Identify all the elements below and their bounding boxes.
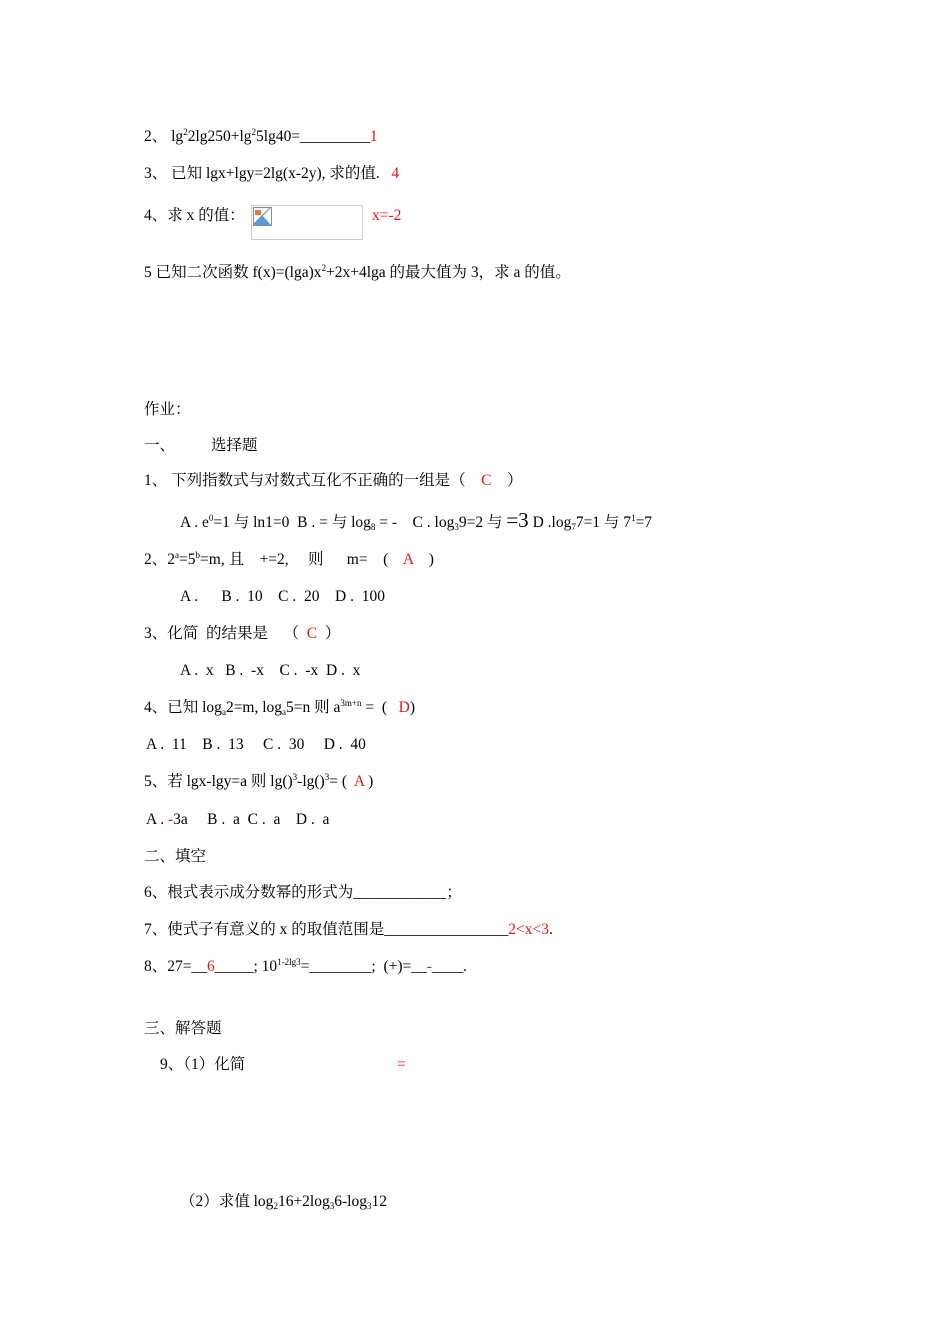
q2-text: 5lg40=_________ <box>256 128 370 145</box>
broken-image-icon <box>253 207 272 226</box>
question-5 <box>144 263 571 283</box>
homework-heading: 作业： <box>144 401 191 418</box>
section-3-title: 三、解答题 <box>144 1020 222 1037</box>
p1-text: 1、 下列指数式与对数式互化不正确的一组是（ <box>144 472 466 489</box>
formula-image <box>251 205 363 240</box>
problem-6: 6、根式表示成分数幂的形式为____________； <box>144 884 462 901</box>
problem-5: 5、若 lgx-lgy=a 则 lg()$^3$-lg()$^3$= ( A ) <box>144 772 374 790</box>
q3-answer: 4 <box>391 165 400 182</box>
problem-2: 2、$2^a=5^b=m$, 且 +=2, 则 m= ( A ) <box>144 550 434 568</box>
problem-5-options: A . -3a B . a C . a D . a <box>146 811 330 828</box>
q4-answer: x=-2 <box>372 207 402 224</box>
p1-answer: C <box>481 472 492 489</box>
q2-answer: 1 <box>369 128 378 145</box>
question-3 <box>144 164 399 184</box>
question-4 <box>144 206 245 226</box>
q2-sup: 2 <box>251 127 257 137</box>
problem-1 <box>144 471 523 491</box>
p7-answer: 2<x<3 <box>508 921 549 938</box>
q5-sup: 2 <box>321 263 326 273</box>
section-1-number: 一、 <box>144 437 176 454</box>
section-1-title: 选择题 <box>211 437 258 454</box>
problem-1-options: A . $e^0=1$ 与 ln1=0 B . = 与 $\log_8$ = - C . $\log_39=2$ 与 =3 D $.\log_77=1$ 与 $7^1=7$ <box>180 508 653 532</box>
p3-answer: C <box>306 625 318 642</box>
problem-4: 4、已知 $\log_a2=m$, $\log_a5=n$ 则 $a^{3m+n}$ = ( D) <box>144 698 416 717</box>
question-2 <box>144 127 378 147</box>
q3-text: 3、 已知 lgx+lgy=2lg(x-2y), 求的值. <box>144 165 380 182</box>
p2-answer: A <box>402 551 414 568</box>
p4-answer: D <box>398 699 410 716</box>
q5-text: +2x+4lga 的最大值为 3，求 a 的值。 <box>326 264 571 281</box>
problem-2-options: A . B . 10 C . 20 D . 100 <box>180 588 385 605</box>
problem-4-options: A . 11 B . 13 C . 30 D . 40 <box>146 736 366 753</box>
problem-9-part-1: 9、（1）化简 <box>160 1056 246 1073</box>
problem-3-options: A . x B . -x C . -x D . x <box>180 662 361 679</box>
problem-9-part-2: （2）求值 $\log_216+2\log_36-\log_312$ <box>180 1193 387 1211</box>
q2-text: 2lg250+lg <box>187 128 252 145</box>
section-2-title: 二、填空 <box>144 848 207 865</box>
problem-7: 7、使式子有意义的 x 的取值范围是________________2<x<3. <box>144 921 553 938</box>
p8-answer-2: - <box>426 958 432 975</box>
q5-text: 5 已知二次函数 f(x)=(lga)x <box>144 264 322 281</box>
q2-sup: 2 <box>183 127 188 137</box>
problem-3: 3、化简 的结果是 （ C ） <box>144 625 341 642</box>
q4-text: 4、求 x 的值： <box>144 207 245 224</box>
p9-answer: = <box>397 1056 406 1073</box>
p5-answer: A <box>353 773 365 790</box>
q2-text: 2、 lg <box>144 128 184 145</box>
p1-text: ） <box>506 472 523 489</box>
p8-answer-1: 6 <box>207 958 215 975</box>
problem-8: 8、27=__6_____; $10^{1-2lg3}=\_\_\_\_\_\_\_\_$; (+)=__-____. <box>144 957 467 975</box>
